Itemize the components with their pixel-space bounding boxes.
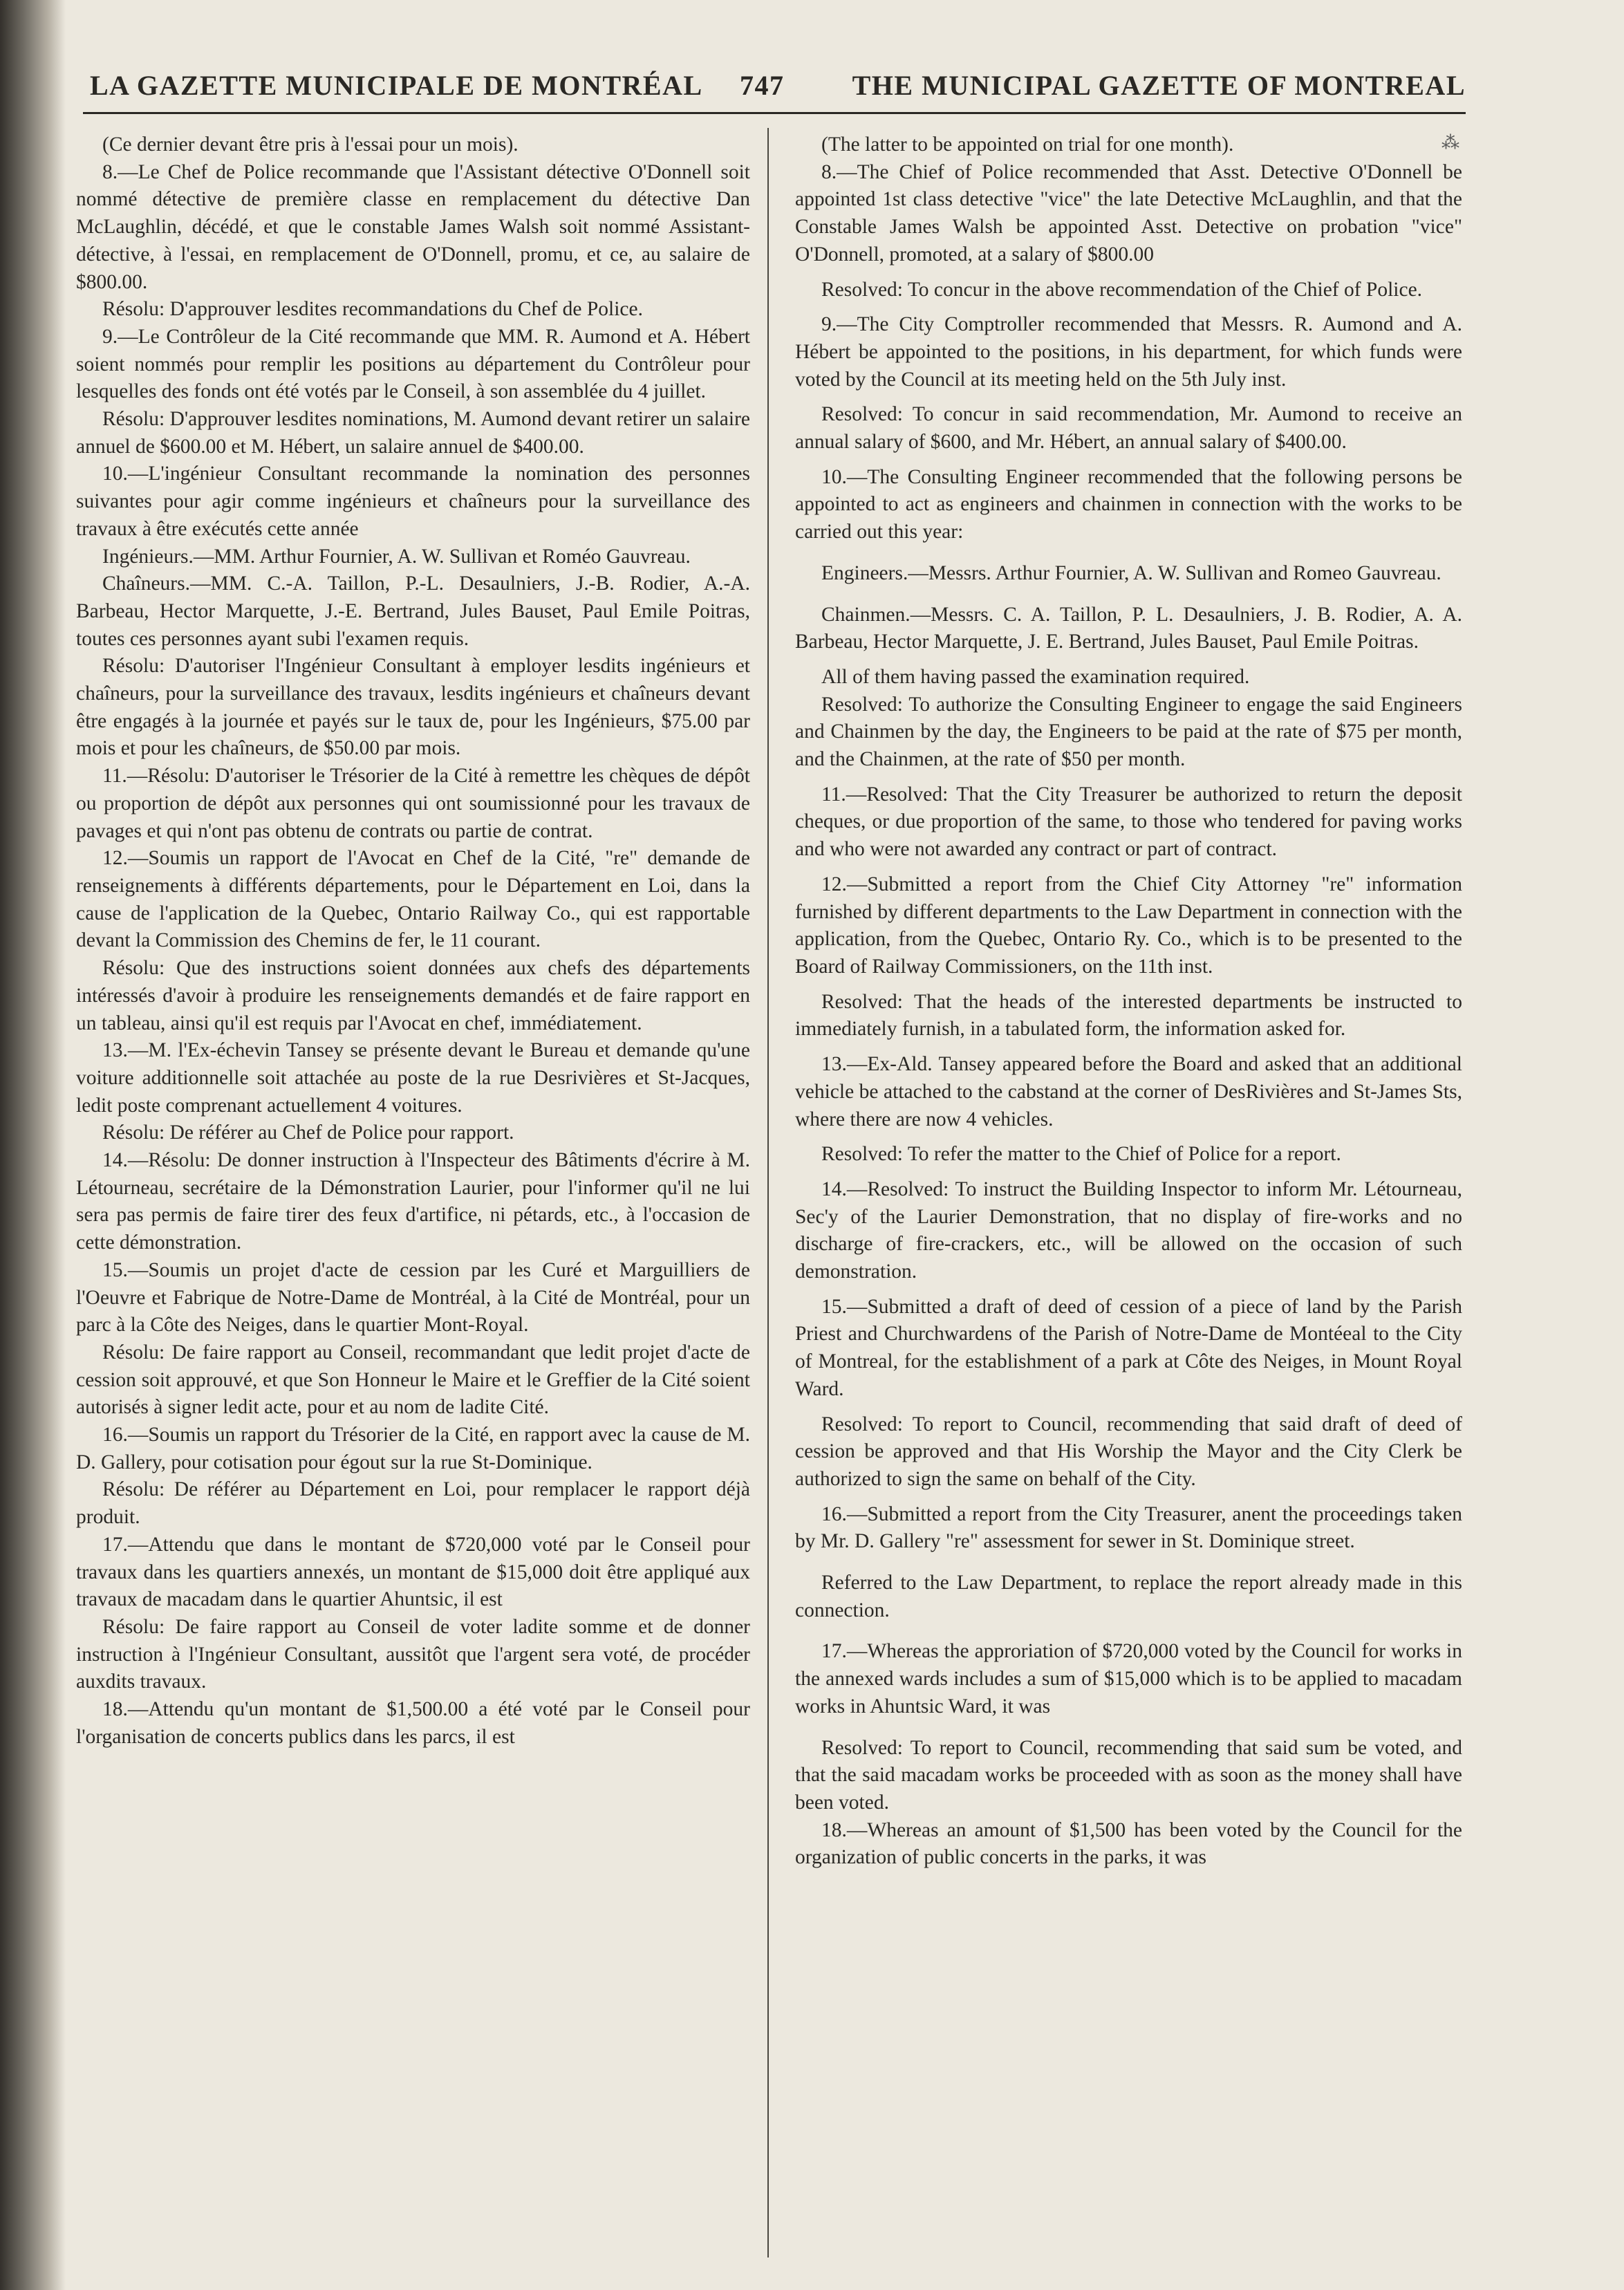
en-paragraph: 13.—Ex-Ald. Tansey appeared before the Board and asked that an additional vehicle be attached to the cabstand at the corner of DesRivières and St-James Sts, where there are now 4 vehicles. xyxy=(795,1053,1462,1130)
en-paragraph: 16.—Submitted a report from the City Treasurer, anent the proceedings taken by Mr. D. Gallery "re" assessment for sewer in St. Dominique street. xyxy=(795,1502,1462,1553)
en-paragraph: All of them having passed the examination required. xyxy=(821,665,1250,688)
header-rule xyxy=(83,112,1466,114)
english-column xyxy=(795,131,1462,1872)
en-paragraph: 17.—Whereas the approriation of $720,000 voted by the Council for works in the annexed wards includes a sum of $15,000 which is to be applied to macadam works in Ahuntsic Ward, it was xyxy=(795,1640,1462,1718)
page-number: 747 xyxy=(740,70,785,101)
header-title-french: LA GAZETTE MUNICIPALE DE MONTRÉAL xyxy=(90,70,703,101)
fr-paragraph: 14.—Résolu: De donner instruction à l'Inspecteur des Bâtiments d'écrire à M. Létourneau, secrétaire de la Démonstration Laurier, pour l'informer qu'il ne lui sera pas permis de faire tirer des feux d'artifice, ni pétards, etc., à l'occasion de cette démonstration. xyxy=(76,1149,750,1254)
fr-paragraph: Ingénieurs.—MM. Arthur Fournier, A. W. Sullivan et Roméo Gauvreau. xyxy=(102,545,691,568)
en-paragraph: 9.—The City Comptroller recommended that Messrs. R. Aumond and A. Hébert be appointed to the positions, in his department, for which funds were voted by the Council at its meeting held on the 5th July inst. xyxy=(795,313,1462,391)
en-paragraph: 8.—The Chief of Police recommended that Asst. Detective O'Donnell be appointed 1st class detective "vice" the late Detective McLaughlin, and that the Constable James Walsh be appointed Asst. Detective on probation "vice" O'Donnell, promoted, at a salary of $800.00 xyxy=(795,160,1462,266)
en-paragraph: Resolved: To authorize the Consulting Engineer to engage the said Engineers and Chainmen by the day, the Engineers to be paid at the rate of $75 per month, and the Chainmen, at the rate of $50 per month. xyxy=(795,693,1462,771)
en-paragraph: Resolved: That the heads of the interested departments be instructed to immediately furnish, in a tabulated form, the information asked for. xyxy=(795,990,1462,1041)
fr-paragraph: Résolu: De faire rapport au Conseil, recommandant que ledit projet d'acte de cession soit approuvé, et que Son Honneur le Maire et le Greffier de la Cité soient autorisés à signer ledit acte, pour et au nom de ladite Cité. xyxy=(76,1341,750,1419)
en-paragraph: Resolved: To refer the matter to the Chief of Police for a report. xyxy=(821,1143,1341,1166)
fr-paragraph: 8.—Le Chef de Police recommande que l'Assistant détective O'Donnell soit nommé détective de première classe en remplacement du détective Dan McLaughlin, décédé, et que le constable James Walsh soit nommé Assistant-détective, à l'essai, en remplacement de O'Donnell, promu, et ce, au salaire de $800.00. xyxy=(76,160,750,293)
fr-paragraph: Résolu: D'approuver lesdites recommandations du Chef de Police. xyxy=(102,298,643,321)
header-title-english: THE MUNICIPAL GAZETTE OF MONTREAL xyxy=(852,70,1466,101)
en-paragraph: 11.—Resolved: That the City Treasurer be authorized to return the deposit cheques, or due proportion of the same, to those who tendered for paving works and who were not awarded any contract or part of contract. xyxy=(795,783,1462,861)
en-paragraph: 15.—Submitted a draft of deed of cession of a piece of land by the Parish Priest and Churchwardens of the Parish of Notre-Dame de Montéeal to the City of Montreal, for the establishment of a park at Côte des Neiges, in Mount Royal Ward. xyxy=(795,1295,1462,1400)
fr-paragraph: 12.—Soumis un rapport de l'Avocat en Chef de la Cité, "re" demande de renseignements à différents départements, pour le Département en Loi, dans la cause de l'application de la Quebec, Ontario Railway Co., qui est rapportable devant la Commission des Chemins de fer, le 11 courant. xyxy=(76,847,750,952)
fr-paragraph: Résolu: De référer au Département en Loi, pour remplacer le rapport déjà produit. xyxy=(76,1478,750,1529)
fr-paragraph: 9.—Le Contrôleur de la Cité recommande que MM. R. Aumond et A. Hébert soient nommés pour remplir les positions au département du Contrôleur pour lesquelles des fonds ont été votés par le Conseil, à son assemblée du 4 juillet. xyxy=(76,325,750,403)
page-binding-shadow xyxy=(0,0,66,2290)
en-paragraph: Resolved: To report to Council, recommending that said sum be voted, and that the said macadam works be proceeded with as soon as the money shall have been voted. xyxy=(795,1736,1462,1814)
en-paragraph: 12.—Submitted a report from the Chief City Attorney "re" information furnished by different departments to the Law Department in connection with the application, from the Quebec, Ontario Ry. Co., which is to be presented to the Board of Railway Commissioners, on the 11th inst. xyxy=(795,873,1462,978)
en-paragraph: Resolved: To concur in said recommendation, Mr. Aumond to receive an annual salary of $600, and Mr. Hébert, an annual salary of $400.00. xyxy=(795,403,1462,454)
fr-paragraph: 13.—M. l'Ex-échevin Tansey se présente devant le Bureau et demande qu'une voiture additionnelle soit attachée au poste de la rue Desrivières et St-Jacques, ledit poste comprenant actuellement 4 voitures. xyxy=(76,1039,750,1117)
fr-paragraph: Résolu: De référer au Chef de Police pour rapport. xyxy=(102,1121,514,1144)
fr-paragraph: 15.—Soumis un projet d'acte de cession par les Curé et Marguilliers de l'Oeuvre et Fabrique de Notre-Dame de Montréal, à la Cité de Montréal, pour un parc à la Côte des Neiges, dans le quartier Mont-Royal. xyxy=(76,1258,750,1337)
fr-paragraph: 11.—Résolu: D'autoriser le Trésorier de la Cité à remettre les chèques de dépôt ou proportion de dépôt aux personnes qui ont soumissionné pour les travaux de pavages et qui n'ont pas obtenu de contrats ou partie de contrat. xyxy=(76,765,750,842)
fr-paragraph: 10.—L'ingénieur Consultant recommande la nomination des personnes suivantes pour agir comme ingénieurs et chaîneurs pour la surveillance des travaux à être exécutés cette année xyxy=(76,463,750,540)
page-header xyxy=(83,62,1466,111)
en-paragraph: 14.—Resolved: To instruct the Building Inspector to inform Mr. Létourneau, Sec'y of the Laurier Demonstration, that no display of fire-works and no discharge of fire-crackers, etc., will be allowed on the occasion of such demonstration. xyxy=(795,1177,1462,1283)
fr-paragraph: 17.—Attendu que dans le montant de $720,000 voté par le Conseil pour travaux dans les quartiers annexés, un montant de $15,000 doit être appliqué aux travaux de macadam dans le quartier Ahuntsic, il est xyxy=(76,1533,750,1611)
en-paragraph: Engineers.—Messrs. Arthur Fournier, A. W. Sullivan and Romeo Gauvreau. xyxy=(821,561,1441,584)
french-column xyxy=(76,131,750,1751)
en-paragraph: 10.—The Consulting Engineer recommended that the following persons be appointed to act as engineers and chainmen in connection with the works to be carried out this year: xyxy=(795,465,1462,543)
fr-paragraph: Résolu: D'autoriser l'Ingénieur Consultant à employer lesdits ingénieurs et chaîneurs, pour la surveillance des travaux, lesdits ingénieurs et chaîneurs devant être engagés à la journée et payés sur le taux de, pour les Ingénieurs, $75.00 par mois et pour les chaîneurs, de $50.00 par mois. xyxy=(76,655,750,760)
ink-smudge: ⁂ xyxy=(1441,133,1459,153)
en-paragraph: (The latter to be appointed on trial for one month). xyxy=(821,133,1234,156)
fr-paragraph: Résolu: Que des instructions soient données aux chefs des départements intéressés d'avoir à produire les renseignements demandés et de faire rapport en un tableau, ainsi qu'il est requis par l'Avocat en chef, immédiatement. xyxy=(76,957,750,1034)
en-paragraph: Chainmen.—Messrs. C. A. Taillon, P. L. Desaulniers, J. B. Rodier, A. A. Barbeau, Hector Marquette, J. E. Bertrand, Jules Bauset, Paul Emile Poitras. xyxy=(795,603,1462,653)
fr-paragraph: 16.—Soumis un rapport du Trésorier de la Cité, en rapport avec la cause de M. D. Gallery, pour cotisation pour égout sur la rue St-Dominique. xyxy=(76,1424,750,1473)
fr-paragraph: (Ce dernier devant être pris à l'essai pour un mois). xyxy=(102,133,519,156)
fr-paragraph: Résolu: D'approuver lesdites nominations, M. Aumond devant retirer un salaire annuel de $600.00 et M. Hébert, un salaire annuel de $400.00. xyxy=(76,408,750,458)
fr-paragraph: Résolu: De faire rapport au Conseil de voter ladite somme et de donner instruction à l'Ingénieur Consultant, aussitôt que l'argent sera voté, de procéder auxdits travaux. xyxy=(76,1615,750,1693)
en-paragraph: 18.—Whereas an amount of $1,500 has been voted by the Council for the organization of public concerts in the parks, it was xyxy=(795,1818,1462,1869)
fr-paragraph: Chaîneurs.—MM. C.-A. Taillon, P.-L. Desaulniers, J.-B. Rodier, A.-A. Barbeau, Hector Marquette, J.-E. Bertrand, Jules Bauset, Paul Emile Poitras, toutes ces personnes ayant subi l'examen requis. xyxy=(76,572,750,650)
en-paragraph: Referred to the Law Department, to replace the report already made in this connection. xyxy=(795,1572,1462,1621)
column-divider xyxy=(767,128,769,2258)
en-paragraph: Resolved: To report to Council, recommending that said draft of deed of cession be approved and that His Worship the Mayor and the City Clerk be authorized to sign the same on behalf of the City. xyxy=(795,1413,1462,1490)
fr-paragraph: 18.—Attendu qu'un montant de $1,500.00 a été voté par le Conseil pour l'organisation de concerts publics dans les parcs, il est xyxy=(76,1698,750,1748)
en-paragraph: Resolved: To concur in the above recommendation of the Chief of Police. xyxy=(821,278,1423,301)
